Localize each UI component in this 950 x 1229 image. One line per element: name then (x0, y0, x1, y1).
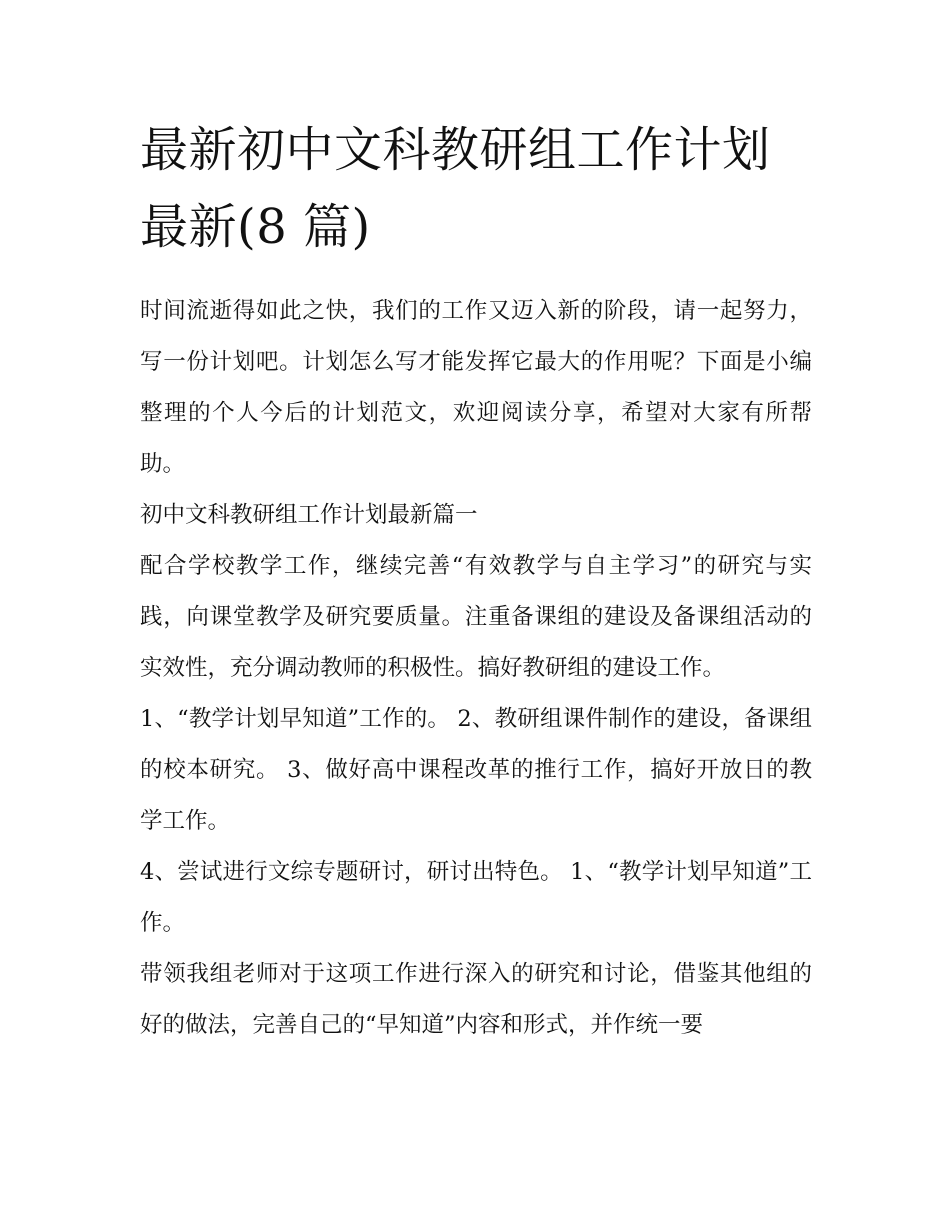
intro-paragraph: 时间流逝得如此之快，我们的工作又迈入新的阶段，请一起努力，写一份计划吧。计划怎么写才能发挥它最大的作用呢？下面是小编整理的个人今后的计划范文，欢迎阅读分享，希望对大家有所帮助。 (140, 298, 812, 477)
title-line-1: 最新初中文科教研组工作计划 (140, 122, 771, 178)
title-line-2: 最新(8 篇) (140, 199, 371, 255)
document-page (140, 112, 812, 1051)
list-paragraph: 4、尝试进行文综专题研讨，研讨出特色。 1、“教学计划早知道”工作。 (140, 859, 812, 936)
list-paragraph: 1、“教学计划早知道”工作的。 2、教研组课件制作的建设，备课组的校本研究。 3、做好高中课程改革的推行工作，搞好开放日的教学工作。 (140, 706, 812, 834)
body-paragraph: 配合学校教学工作，继续完善“有效教学与自主学习”的研究与实践，向课堂教学及研究要质量。注重备课组的建设及备课组活动的实效性，充分调动教师的积极性。搞好教研组的建设工作。 (140, 553, 812, 681)
body-paragraph: 带领我组老师对于这项工作进行深入的研究和讨论，借鉴其他组的好的做法，完善自己的“早知道”内容和形式，并作统一要 (140, 961, 812, 1038)
section-heading: 初中文科教研组工作计划最新篇一 (140, 502, 478, 528)
document-body (140, 286, 812, 1051)
document-title (140, 112, 812, 266)
